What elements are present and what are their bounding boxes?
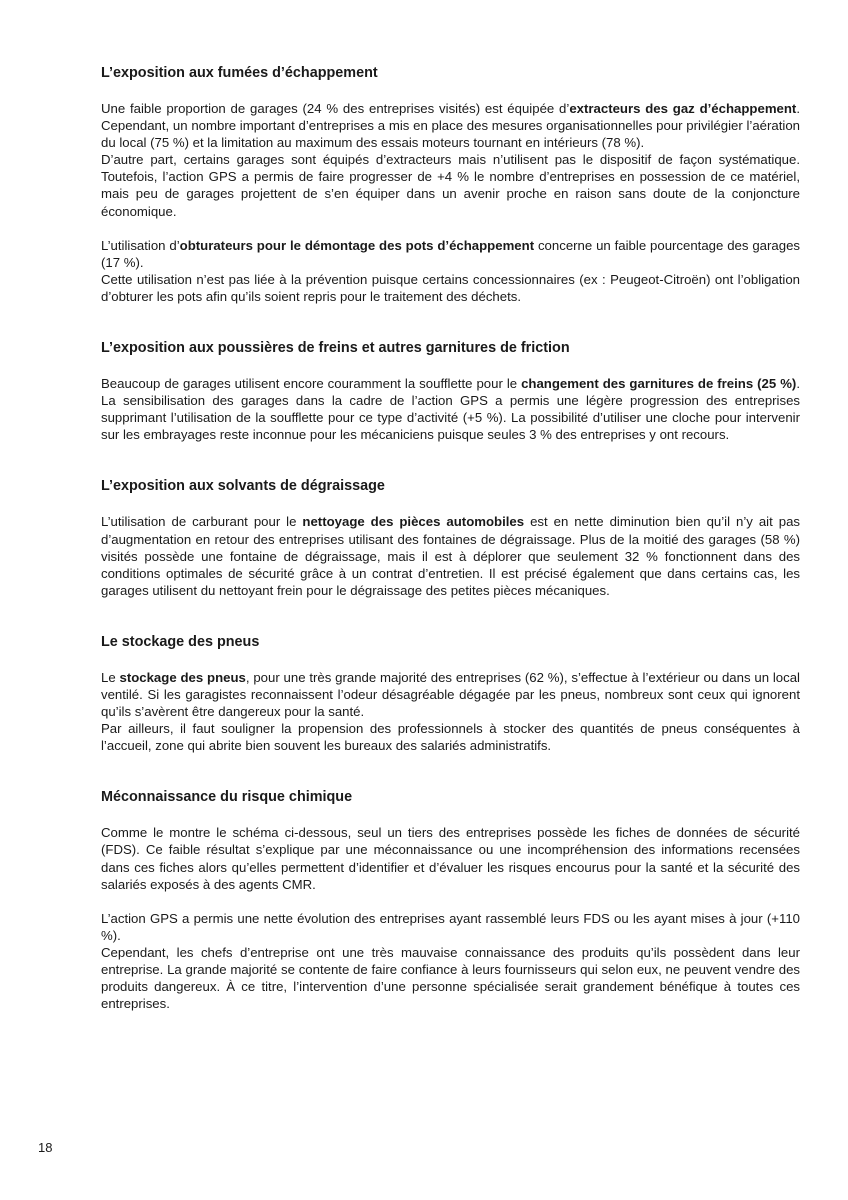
body-text: L’action GPS a permis une nette évolution des entreprises ayant rassemblé leurs FDS ou les ayant mises à jour (+110 %). [101, 910, 800, 943]
section [101, 339, 800, 443]
section-heading: Méconnaissance du risque chimique [101, 789, 353, 806]
body-text: Beaucoup de garages utilisent encore couramment la soufflette pour le [101, 376, 522, 392]
document-body [101, 64, 800, 1046]
emphasis-text: nettoyage des pièces automobiles [302, 514, 525, 530]
section-heading: L’exposition aux fumées d’échappement [101, 65, 378, 81]
body-paragraph [101, 237, 800, 271]
section-heading: L’exposition aux poussières de freins et autres garnitures de friction [101, 340, 570, 357]
emphasis-text: obturateurs pour le démontage des pots d’échappement [179, 237, 535, 253]
body-text: L’utilisation de carburant pour le [101, 514, 303, 530]
body-text: Par ailleurs, il faut souligner la propension des professionnels à stocker des quantités de pneus conséquentes à l’accueil, zone qui abrite bien souvent les bureaux des salariés administratifs. [101, 721, 800, 754]
emphasis-text: stockage des pneus [119, 669, 246, 685]
section [101, 633, 800, 754]
section-heading: Le stockage des pneus [101, 633, 260, 650]
paragraph-gap [101, 893, 800, 910]
body-paragraph [101, 513, 800, 598]
body-paragraph [101, 910, 800, 944]
body-text: concerne un faible pourcentage des garages (17 %). [101, 237, 801, 270]
body-paragraph [101, 100, 800, 151]
body-paragraph [101, 375, 800, 443]
body-text: L’utilisation d’ [101, 237, 180, 253]
section [101, 477, 800, 598]
body-text: est en nette diminution bien qu’il n’y ait pas d’augmentation en retour des entreprises utilisant des fontaines de dégraissage. Plus de la moitié des garages (58 %) visités possède une fontaine de dégraissage, mais il est à déplorer que seulement 32 % fonctionnent dans des conditions optimales de sécurité grâce à un contrat d’entretien. Il est précisé également que dans certains cas, les garages utilisent du nettoyant frein pour le dégraissage des petites pièces mécaniques. [101, 514, 800, 598]
body-text: , pour une très grande majorité des entreprises (62 %), s’effectue à l’extérieur ou dans un local ventilé. Si les garagistes reconnaissent l’odeur désagréable dégagée par les pneus, nombreux sont ceux qui ignorent qu’ils s’avèrent être dangereux pour la santé. [101, 669, 800, 720]
body-text: D’autre part, certains garages sont équipés d’extracteurs mais n’utilisent pas le dispositif de façon systématique. Toutefois, l’action GPS a permis de faire progresser de +4 % le nombre d’entreprises en possession de ce matériel, mais peu de garages projettent de s’en équiper dans un avenir proche en raison sans doute de la conjoncture économique. [101, 152, 800, 219]
emphasis-text: changement des garnitures de freins (25 %) [521, 376, 797, 392]
body-paragraph [101, 151, 800, 219]
body-paragraph [101, 944, 800, 1012]
body-text: Comme le montre le schéma ci-dessous, seul un tiers des entreprises possède les fiches de données de sécurité (FDS). Ce faible résultat s’explique par une méconnaissance ou une incompréhension des informations recensées dans ces fiches alors qu’elles permettent d’identifier et d’évaluer les risques encourus pour la santé et la sécurité des salariés exposés à des agents CMR. [101, 825, 800, 892]
body-text: . La sensibilisation des garages dans la cadre de l’action GPS a permis une légère progression des entreprises supprimant l’utilisation de la soufflette pour ce type d’activité (+5 %). La possibilité d’utiliser une cloche pour intervenir sur les embrayages reste inconnue pour les mécaniciens puisque seules 3 % des entreprises y ont recours. [101, 376, 800, 443]
section [101, 64, 800, 305]
paragraph-gap [101, 220, 800, 237]
body-paragraph [101, 720, 800, 754]
section-heading: L’exposition aux solvants de dégraissage [101, 478, 385, 495]
emphasis-text: extracteurs des gaz d’échappement [569, 101, 797, 116]
body-text: Le [101, 669, 120, 685]
body-paragraph [101, 669, 800, 720]
page-number: 18 [38, 1140, 53, 1155]
body-paragraph [101, 824, 800, 892]
section [101, 788, 800, 1012]
body-text: . Cependant, un nombre important d’entreprises a mis en place des mesures organisationnelles pour privilégier l’aération du local (75 %) et la limitation au maximum des essais moteurs tournant en intérieurs (78 %). [101, 101, 800, 151]
body-paragraph [101, 271, 800, 305]
body-text: Une faible proportion de garages (24 % des entreprises visités) est équipée d’ [101, 101, 570, 116]
body-text: Cette utilisation n’est pas liée à la prévention puisque certains concessionnaires (ex : Peugeot-Citroën) ont l’obligation d’obturer les pots afin qu’ils soient repris pour le traitement des déchets. [101, 271, 800, 304]
body-text: Cependant, les chefs d’entreprise ont une très mauvaise connaissance des produits qu’ils possèdent dans leur entreprise. La grande majorité se contente de faire confiance à leurs fournisseurs qui selon eux, ne peuvent vendre des produits dangereux. À ce titre, l’intervention d’une personne spécialisée serait grandement bénéfique à toutes ces entreprises. [101, 944, 800, 1012]
